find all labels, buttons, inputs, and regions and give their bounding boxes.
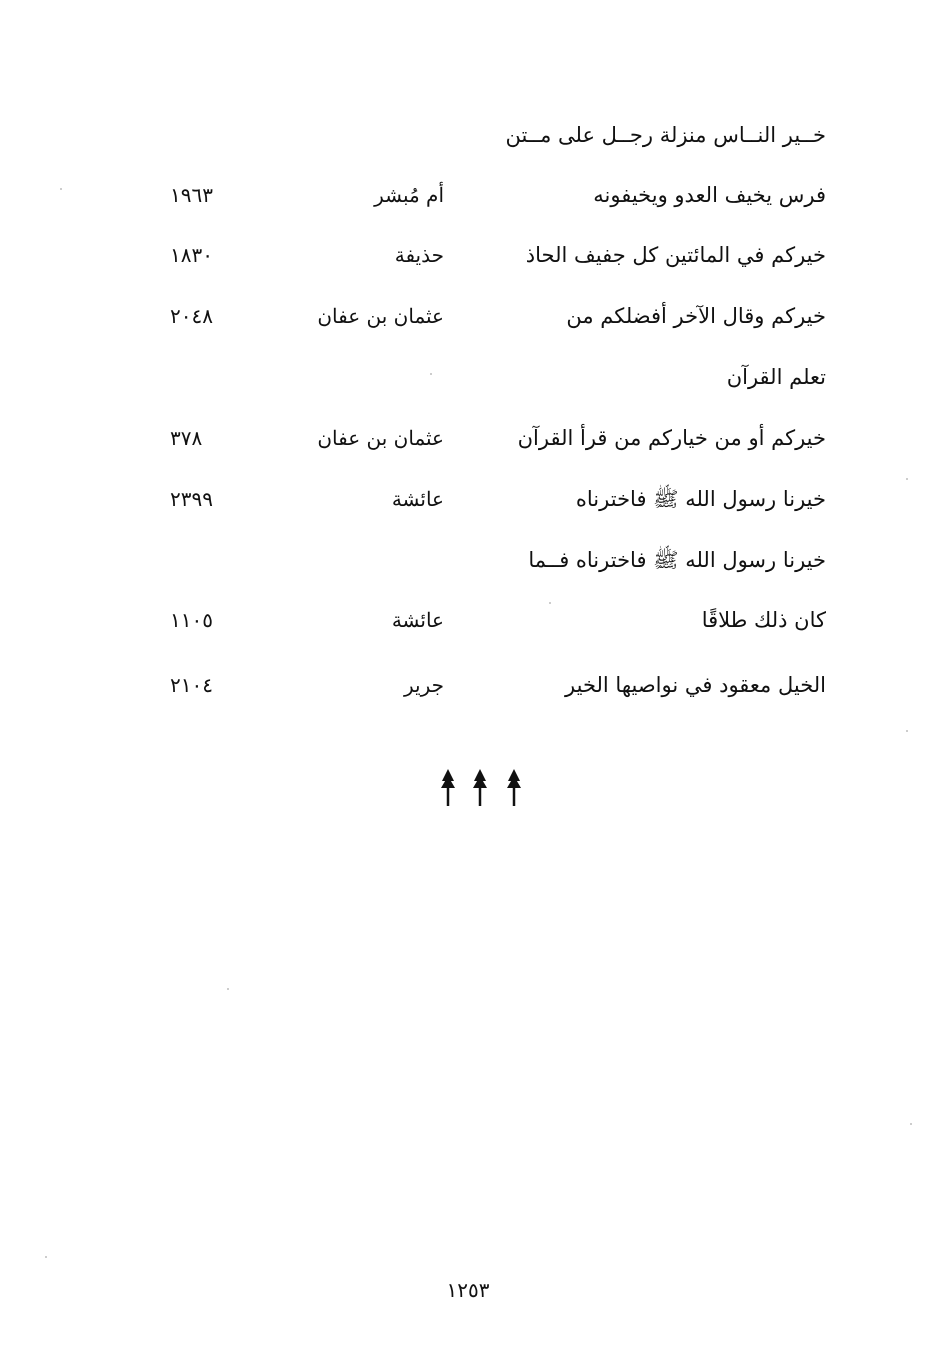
scan-speck xyxy=(227,988,229,990)
scan-speck xyxy=(906,478,908,480)
hadith-row xyxy=(140,115,826,155)
narrator-name: أم مُبشر xyxy=(374,183,444,207)
reference-number: ١١٠٥ xyxy=(170,608,213,632)
scan-speck xyxy=(549,602,551,604)
page-number: ١٢٥٣ xyxy=(446,1278,490,1302)
reference-number: ٢٣٩٩ xyxy=(170,487,213,511)
reference-number: ٢٠٤٨ xyxy=(170,304,213,328)
three-arrow-ornament-icon xyxy=(430,766,530,808)
scan-speck xyxy=(60,188,62,190)
hadith-text: كان ذلك طلاقًا xyxy=(701,608,826,632)
hadith-text: خيركم أو من خياركم من قرأ القرآن xyxy=(517,426,826,450)
hadith-row xyxy=(140,235,826,275)
scan-speck xyxy=(910,1123,912,1125)
hadith-row xyxy=(140,418,826,458)
narrator-name: عائشة xyxy=(391,608,444,632)
scan-speck xyxy=(430,373,432,375)
hadith-row xyxy=(140,296,826,336)
narrator-name: عائشة xyxy=(391,487,444,511)
hadith-text: خيرنا رسول الله ﷺ فاخترناه فــما xyxy=(528,548,826,572)
hadith-text: خــير النــاس منزلة رجــل على مــتن xyxy=(505,123,826,147)
hadith-row xyxy=(140,357,826,397)
hadith-row xyxy=(140,540,826,580)
hadith-text: خيركم وقال الآخر أفضلكم من xyxy=(566,304,826,328)
hadith-text: تعلم القرآن xyxy=(726,365,826,389)
narrator-name: عثمان بن عفان xyxy=(317,304,444,328)
reference-number: ١٩٦٣ xyxy=(170,183,213,207)
scan-speck xyxy=(45,1256,47,1258)
hadith-text: الخيل معقود في نواصيها الخير xyxy=(565,673,826,697)
narrator-name: عثمان بن عفان xyxy=(317,426,444,450)
hadith-row xyxy=(140,665,826,705)
reference-number: ٢١٠٤ xyxy=(170,673,213,697)
hadith-row xyxy=(140,175,826,215)
narrator-name: حذيفة xyxy=(394,243,444,267)
narrator-name: جرير xyxy=(404,673,444,697)
hadith-text: خيركم في المائتين كل جفيف الحاذ xyxy=(525,243,826,267)
hadith-row xyxy=(140,479,826,519)
reference-number: ٣٧٨ xyxy=(170,426,203,450)
hadith-row xyxy=(140,600,826,640)
scan-speck xyxy=(906,730,908,732)
reference-number: ١٨٣٠ xyxy=(170,243,213,267)
hadith-text: فرس يخيف العدو ويخيفونه xyxy=(593,183,826,207)
hadith-text: خيرنا رسول الله ﷺ فاخترناه xyxy=(575,487,826,511)
